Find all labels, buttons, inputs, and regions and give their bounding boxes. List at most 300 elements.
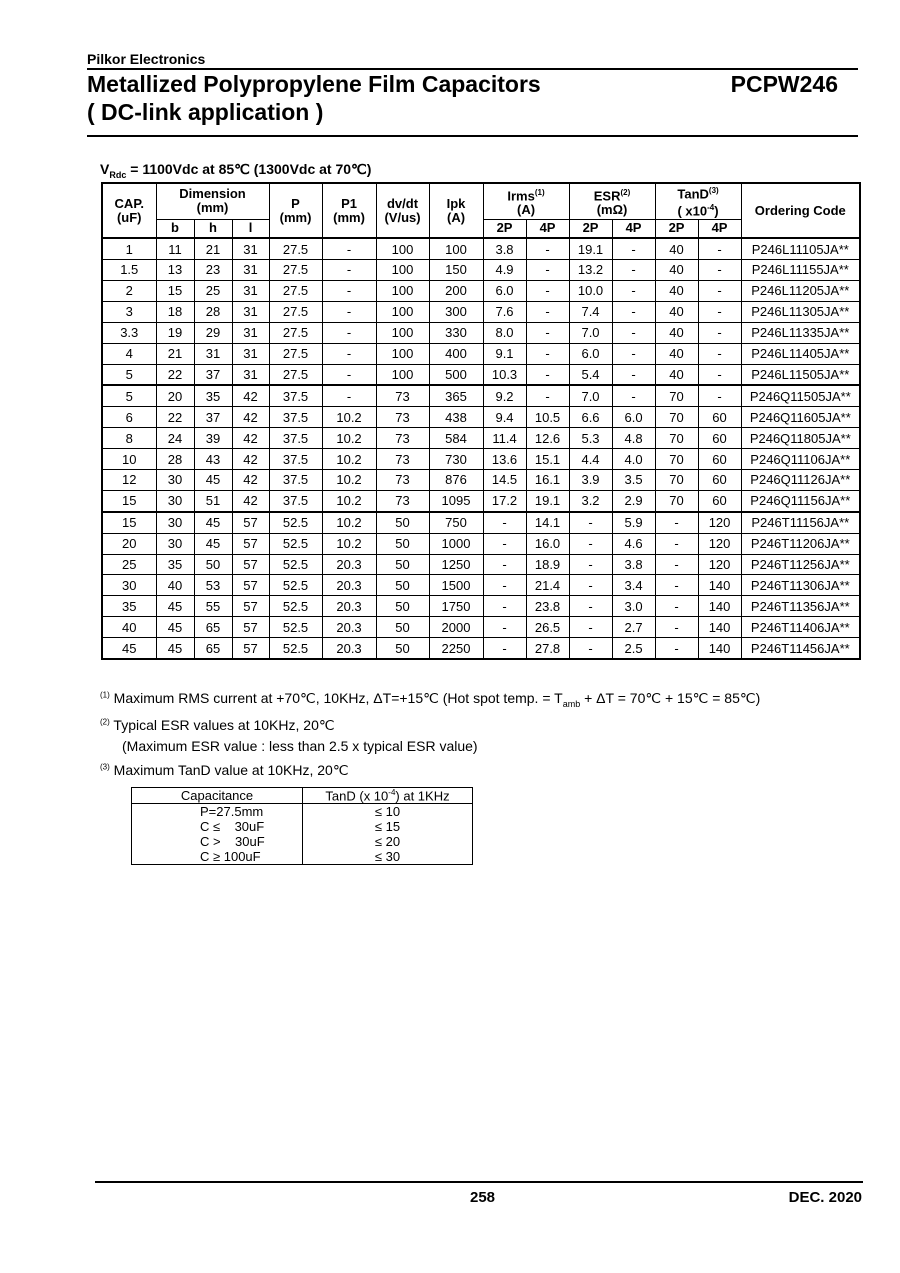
table-cell: 6 xyxy=(102,407,156,428)
table-cell: - xyxy=(526,260,569,281)
table-cell: 200 xyxy=(429,280,483,301)
col-p1: P1 (mm) xyxy=(322,183,376,238)
header-rule-bottom xyxy=(87,135,858,137)
table-cell: 10.5 xyxy=(526,407,569,428)
table-cell: - xyxy=(322,238,376,259)
table-cell: 42 xyxy=(232,490,269,511)
col-esr-4p: 4P xyxy=(612,219,655,238)
table-cell: 70 xyxy=(655,469,698,490)
table-cell: - xyxy=(698,260,741,281)
table-cell: 52.5 xyxy=(269,512,322,533)
col-dim-b: b xyxy=(156,219,194,238)
col-p: P (mm) xyxy=(269,183,322,238)
table-cell: 7.0 xyxy=(569,322,612,343)
table-cell: 60 xyxy=(698,428,741,449)
table-cell: 2.7 xyxy=(612,617,655,638)
table-cell: 400 xyxy=(429,343,483,364)
table-cell: 60 xyxy=(698,449,741,470)
table-cell: 140 xyxy=(698,575,741,596)
tand-row xyxy=(132,804,473,820)
table-cell: - xyxy=(612,301,655,322)
table-cell: 70 xyxy=(655,428,698,449)
table-cell: 4.4 xyxy=(569,449,612,470)
table-cell: P246Q11106JA** xyxy=(741,449,860,470)
table-cell: 20.3 xyxy=(322,575,376,596)
table-cell: 57 xyxy=(232,533,269,554)
table-cell: 100 xyxy=(376,260,429,281)
table-cell: 60 xyxy=(698,490,741,511)
page-number: 258 xyxy=(470,1189,496,1206)
table-cell: 7.4 xyxy=(569,301,612,322)
table-cell: - xyxy=(322,322,376,343)
table-cell: 27.5 xyxy=(269,301,322,322)
table-row xyxy=(102,533,860,554)
col-irms-2p: 2P xyxy=(483,219,526,238)
table-cell: 120 xyxy=(698,512,741,533)
table-cell: 35 xyxy=(156,554,194,575)
table-cell: 100 xyxy=(376,238,429,259)
table-cell: 42 xyxy=(232,428,269,449)
table-cell: 100 xyxy=(376,280,429,301)
table-cell: 42 xyxy=(232,407,269,428)
table-cell: 10.2 xyxy=(322,490,376,511)
table-row xyxy=(102,238,860,259)
table-cell: 50 xyxy=(376,617,429,638)
table-cell: 31 xyxy=(232,364,269,385)
table-cell: 10.2 xyxy=(322,512,376,533)
table-cell: 45 xyxy=(194,533,232,554)
table-row xyxy=(102,343,860,364)
table-cell: 42 xyxy=(232,449,269,470)
table-row xyxy=(102,301,860,322)
table-cell: 50 xyxy=(376,596,429,617)
table-cell: 120 xyxy=(698,554,741,575)
table-cell: 73 xyxy=(376,385,429,406)
table-cell: 51 xyxy=(194,490,232,511)
table-cell: 57 xyxy=(232,512,269,533)
table-cell: 21 xyxy=(156,343,194,364)
table-cell: 150 xyxy=(429,260,483,281)
table-cell: 37.5 xyxy=(269,385,322,406)
table-cell: 2250 xyxy=(429,638,483,659)
table-cell: 31 xyxy=(232,322,269,343)
table-cell: 22 xyxy=(156,407,194,428)
table-cell: 11 xyxy=(156,238,194,259)
table-cell: - xyxy=(526,343,569,364)
table-cell: 50 xyxy=(376,554,429,575)
company-name: Pilkor Electronics xyxy=(87,51,206,67)
col-dim-l: l xyxy=(232,219,269,238)
col-ordering-code: Ordering Code xyxy=(741,183,860,238)
table-row xyxy=(102,575,860,596)
table-cell: 73 xyxy=(376,469,429,490)
table-cell: 2 xyxy=(102,280,156,301)
table-row xyxy=(102,512,860,533)
table-cell: - xyxy=(569,638,612,659)
table-cell: 40 xyxy=(655,280,698,301)
table-cell: 57 xyxy=(232,617,269,638)
table-cell: 39 xyxy=(194,428,232,449)
table-cell: 15 xyxy=(102,512,156,533)
table-cell: 57 xyxy=(232,554,269,575)
table-cell: 16.0 xyxy=(526,533,569,554)
table-cell: - xyxy=(612,280,655,301)
table-cell: 876 xyxy=(429,469,483,490)
table-cell: 4.8 xyxy=(612,428,655,449)
table-cell: - xyxy=(655,596,698,617)
table-cell: - xyxy=(526,322,569,343)
table-cell: 17.2 xyxy=(483,490,526,511)
table-row xyxy=(102,260,860,281)
table-cell: P246L11405JA** xyxy=(741,343,860,364)
table-cell: 584 xyxy=(429,428,483,449)
col-ipk: Ipk (A) xyxy=(429,183,483,238)
table-cell: 45 xyxy=(102,638,156,659)
table-body xyxy=(102,238,860,659)
table-cell: 4 xyxy=(102,343,156,364)
table-cell: 73 xyxy=(376,490,429,511)
table-cell: 9.1 xyxy=(483,343,526,364)
table-cell: 30 xyxy=(156,469,194,490)
table-cell: - xyxy=(483,638,526,659)
table-row xyxy=(102,554,860,575)
table-cell: 30 xyxy=(156,533,194,554)
table-cell: 100 xyxy=(376,364,429,385)
col-tand: TanD$^{(3)}$ ( $x10^{-4}$) xyxy=(655,183,741,219)
table-cell: 45 xyxy=(156,617,194,638)
footnotes xyxy=(100,690,760,787)
table-cell: 52.5 xyxy=(269,554,322,575)
table-cell: 28 xyxy=(194,301,232,322)
table-cell: 27.5 xyxy=(269,280,322,301)
table-cell: 27.5 xyxy=(269,343,322,364)
table-cell: - xyxy=(569,617,612,638)
table-cell: 3.4 xyxy=(612,575,655,596)
table-cell: - xyxy=(698,238,741,259)
footer-date: DEC. 2020 xyxy=(788,1189,862,1206)
tand-col-tand: TanD (x $10^{-4}$) at 1KHz xyxy=(303,788,473,804)
table-cell: 11.4 xyxy=(483,428,526,449)
table-cell: 27.5 xyxy=(269,260,322,281)
table-row xyxy=(102,385,860,406)
table-cell: P246Q11126JA** xyxy=(741,469,860,490)
table-cell: - xyxy=(698,280,741,301)
table-cell: 7.6 xyxy=(483,301,526,322)
table-cell: 37 xyxy=(194,407,232,428)
table-cell: 10.2 xyxy=(322,449,376,470)
table-cell: 31 xyxy=(232,301,269,322)
table-cell: 31 xyxy=(232,238,269,259)
table-cell: P246T11406JA** xyxy=(741,617,860,638)
table-cell: 13.6 xyxy=(483,449,526,470)
table-cell: 20.3 xyxy=(322,638,376,659)
table-cell: 1.5 xyxy=(102,260,156,281)
table-cell: 3.9 xyxy=(569,469,612,490)
table-cell: 73 xyxy=(376,428,429,449)
tand-table-body xyxy=(132,804,473,865)
table-cell: 57 xyxy=(232,638,269,659)
table-header xyxy=(102,183,860,238)
table-cell: 21.4 xyxy=(526,575,569,596)
table-cell: 37.5 xyxy=(269,428,322,449)
tand-col-capacitance: Capacitance xyxy=(132,788,303,804)
table-cell: 9.4 xyxy=(483,407,526,428)
table-cell: - xyxy=(655,617,698,638)
tand-value-cell: ≤ 30 xyxy=(303,849,473,865)
table-cell: - xyxy=(322,385,376,406)
table-cell: 37.5 xyxy=(269,490,322,511)
table-cell: - xyxy=(569,512,612,533)
table-cell: P246Q11505JA** xyxy=(741,385,860,406)
table-cell: 15 xyxy=(156,280,194,301)
table-cell: 50 xyxy=(376,533,429,554)
table-cell: 15.1 xyxy=(526,449,569,470)
table-cell: 26.5 xyxy=(526,617,569,638)
table-cell: 40 xyxy=(156,575,194,596)
table-cell: 750 xyxy=(429,512,483,533)
table-cell: 4.9 xyxy=(483,260,526,281)
table-cell: 10.0 xyxy=(569,280,612,301)
table-cell: - xyxy=(569,554,612,575)
table-cell: 50 xyxy=(376,575,429,596)
tand-row xyxy=(132,834,473,849)
table-cell: 70 xyxy=(655,407,698,428)
table-cell: 19 xyxy=(156,322,194,343)
table-cell: 6.0 xyxy=(569,343,612,364)
table-cell: 70 xyxy=(655,490,698,511)
table-row xyxy=(102,364,860,385)
table-cell: 31 xyxy=(232,260,269,281)
col-tand-2p: 2P xyxy=(655,219,698,238)
table-cell: 300 xyxy=(429,301,483,322)
table-cell: 3.0 xyxy=(612,596,655,617)
table-row xyxy=(102,638,860,659)
table-cell: - xyxy=(612,364,655,385)
table-cell: 45 xyxy=(156,596,194,617)
table-row xyxy=(102,428,860,449)
table-cell: 57 xyxy=(232,596,269,617)
col-esr: ESR$^{(2)}$ (mΩ) xyxy=(569,183,655,219)
table-cell: 3.5 xyxy=(612,469,655,490)
table-cell: - xyxy=(526,301,569,322)
table-cell: 10.3 xyxy=(483,364,526,385)
table-cell: - xyxy=(655,512,698,533)
table-cell: 5.3 xyxy=(569,428,612,449)
table-cell: 3.2 xyxy=(569,490,612,511)
table-cell: 65 xyxy=(194,617,232,638)
table-cell: 50 xyxy=(194,554,232,575)
table-cell: 140 xyxy=(698,596,741,617)
table-cell: 5.4 xyxy=(569,364,612,385)
table-cell: 100 xyxy=(376,343,429,364)
col-dimension: Dimension (mm) xyxy=(156,183,269,219)
table-cell: 50 xyxy=(376,512,429,533)
table-cell: 12 xyxy=(102,469,156,490)
table-cell: P246T11206JA** xyxy=(741,533,860,554)
col-dvdt: dv/dt (V/us) xyxy=(376,183,429,238)
table-cell: - xyxy=(612,343,655,364)
table-row xyxy=(102,407,860,428)
table-cell: 22 xyxy=(156,364,194,385)
table-cell: 730 xyxy=(429,449,483,470)
table-cell: - xyxy=(655,554,698,575)
table-cell: 52.5 xyxy=(269,617,322,638)
table-cell: 20.3 xyxy=(322,554,376,575)
table-cell: 2.5 xyxy=(612,638,655,659)
table-cell: P246T11256JA** xyxy=(741,554,860,575)
document-title: Metallized Polypropylene Film Capacitors xyxy=(87,71,541,97)
table-cell: 8.0 xyxy=(483,322,526,343)
table-cell: 50 xyxy=(376,638,429,659)
table-cell: 40 xyxy=(102,617,156,638)
table-cell: 13 xyxy=(156,260,194,281)
table-row xyxy=(102,280,860,301)
footnote-tand: $^{(3)}$ Maximum TanD value at 10KHz, 20℃ xyxy=(100,761,349,778)
table-cell: 13.2 xyxy=(569,260,612,281)
header-rule-top xyxy=(87,68,858,70)
table-cell: 2.9 xyxy=(612,490,655,511)
table-cell: P246Q11605JA** xyxy=(741,407,860,428)
table-cell: P246L11205JA** xyxy=(741,280,860,301)
table-cell: 52.5 xyxy=(269,638,322,659)
table-cell: 500 xyxy=(429,364,483,385)
table-cell: P246L11155JA** xyxy=(741,260,860,281)
table-cell: 37.5 xyxy=(269,469,322,490)
table-cell: 5.9 xyxy=(612,512,655,533)
table-cell: 30 xyxy=(102,575,156,596)
model-number: PCPW246 xyxy=(730,71,838,97)
table-cell: 18 xyxy=(156,301,194,322)
table-cell: 100 xyxy=(376,301,429,322)
table-cell: 20.3 xyxy=(322,596,376,617)
table-cell: 1000 xyxy=(429,533,483,554)
table-row xyxy=(102,469,860,490)
table-cell: 42 xyxy=(232,385,269,406)
col-dim-h: h xyxy=(194,219,232,238)
table-cell: 14.5 xyxy=(483,469,526,490)
table-cell: - xyxy=(322,301,376,322)
table-cell: 23.8 xyxy=(526,596,569,617)
table-cell: - xyxy=(483,617,526,638)
tand-capacitance-cell: C ≤ 30uF xyxy=(132,819,303,834)
table-cell: - xyxy=(612,238,655,259)
table-cell: - xyxy=(483,512,526,533)
table-cell: 37.5 xyxy=(269,449,322,470)
table-cell: 16.1 xyxy=(526,469,569,490)
table-cell: 35 xyxy=(194,385,232,406)
table-cell: 2000 xyxy=(429,617,483,638)
table-cell: 24 xyxy=(156,428,194,449)
table-cell: P246T11306JA** xyxy=(741,575,860,596)
table-cell: 3.8 xyxy=(612,554,655,575)
table-cell: 40 xyxy=(655,301,698,322)
document-subtitle: ( DC-link application ) xyxy=(87,99,324,125)
table-cell: 70 xyxy=(655,449,698,470)
table-cell: - xyxy=(483,533,526,554)
table-cell: 45 xyxy=(156,638,194,659)
table-cell: 60 xyxy=(698,469,741,490)
table-cell: P246Q11156JA** xyxy=(741,490,860,511)
table-cell: - xyxy=(569,596,612,617)
footnote-irms: $^{(1)}$ Maximum RMS current at +70℃, 10KHz, ΔT=+15℃ (Hot spot temp. = $T_{amb} + \Delta T$ = 70℃ + 15℃ = 85℃) xyxy=(100,690,761,709)
table-cell: 31 xyxy=(232,343,269,364)
table-cell: 65 xyxy=(194,638,232,659)
table-cell: 40 xyxy=(655,343,698,364)
table-cell: 40 xyxy=(655,238,698,259)
table-cell: 57 xyxy=(232,575,269,596)
table-cell: 28 xyxy=(156,449,194,470)
specifications-table xyxy=(101,182,861,660)
table-cell: 45 xyxy=(194,469,232,490)
table-cell: 19.1 xyxy=(569,238,612,259)
table-cell: 365 xyxy=(429,385,483,406)
col-cap: CAP. (uF) xyxy=(102,183,156,238)
col-irms-4p: 4P xyxy=(526,219,569,238)
tand-value-cell: ≤ 10 xyxy=(303,804,473,820)
table-row xyxy=(102,490,860,511)
table-cell: - xyxy=(569,533,612,554)
table-cell: 10.2 xyxy=(322,533,376,554)
table-cell: P246L11105JA** xyxy=(741,238,860,259)
table-cell: - xyxy=(483,554,526,575)
table-cell: 42 xyxy=(232,469,269,490)
table-cell: 43 xyxy=(194,449,232,470)
table-cell: 5 xyxy=(102,385,156,406)
tand-value-cell: ≤ 15 xyxy=(303,819,473,834)
table-cell: - xyxy=(526,385,569,406)
table-cell: - xyxy=(655,575,698,596)
table-cell: - xyxy=(655,533,698,554)
table-cell: - xyxy=(698,301,741,322)
table-cell: - xyxy=(322,343,376,364)
table-cell: 18.9 xyxy=(526,554,569,575)
table-cell: P246Q11805JA** xyxy=(741,428,860,449)
table-cell: 25 xyxy=(194,280,232,301)
table-cell: P246L11305JA** xyxy=(741,301,860,322)
table-cell: 3.3 xyxy=(102,322,156,343)
table-cell: 60 xyxy=(698,407,741,428)
table-cell: 20 xyxy=(102,533,156,554)
table-cell: 1250 xyxy=(429,554,483,575)
table-cell: 55 xyxy=(194,596,232,617)
table-cell: 27.5 xyxy=(269,238,322,259)
tand-value-cell: ≤ 20 xyxy=(303,834,473,849)
tand-capacitance-cell: C > 30uF xyxy=(132,834,303,849)
table-cell: 8 xyxy=(102,428,156,449)
table-cell: 10.2 xyxy=(322,407,376,428)
table-cell: 52.5 xyxy=(269,533,322,554)
table-cell: P246T11156JA** xyxy=(741,512,860,533)
table-cell: 330 xyxy=(429,322,483,343)
table-cell: 6.0 xyxy=(612,407,655,428)
table-cell: 12.6 xyxy=(526,428,569,449)
table-cell: 35 xyxy=(102,596,156,617)
table-cell: 73 xyxy=(376,449,429,470)
table-cell: - xyxy=(526,364,569,385)
voltage-rating: $V_{Rdc} = 1100Vdc$ at 85℃ (1300Vdc at 70℃) xyxy=(100,161,372,180)
table-cell: 23 xyxy=(194,260,232,281)
table-cell: 27.5 xyxy=(269,364,322,385)
table-cell: 100 xyxy=(376,322,429,343)
table-cell: - xyxy=(526,238,569,259)
table-cell: 37.5 xyxy=(269,407,322,428)
table-cell: - xyxy=(483,596,526,617)
table-cell: 14.1 xyxy=(526,512,569,533)
table-cell: 31 xyxy=(194,343,232,364)
table-cell: - xyxy=(655,638,698,659)
table-row xyxy=(102,617,860,638)
tand-capacitance-cell: P=27.5mm xyxy=(132,804,303,820)
